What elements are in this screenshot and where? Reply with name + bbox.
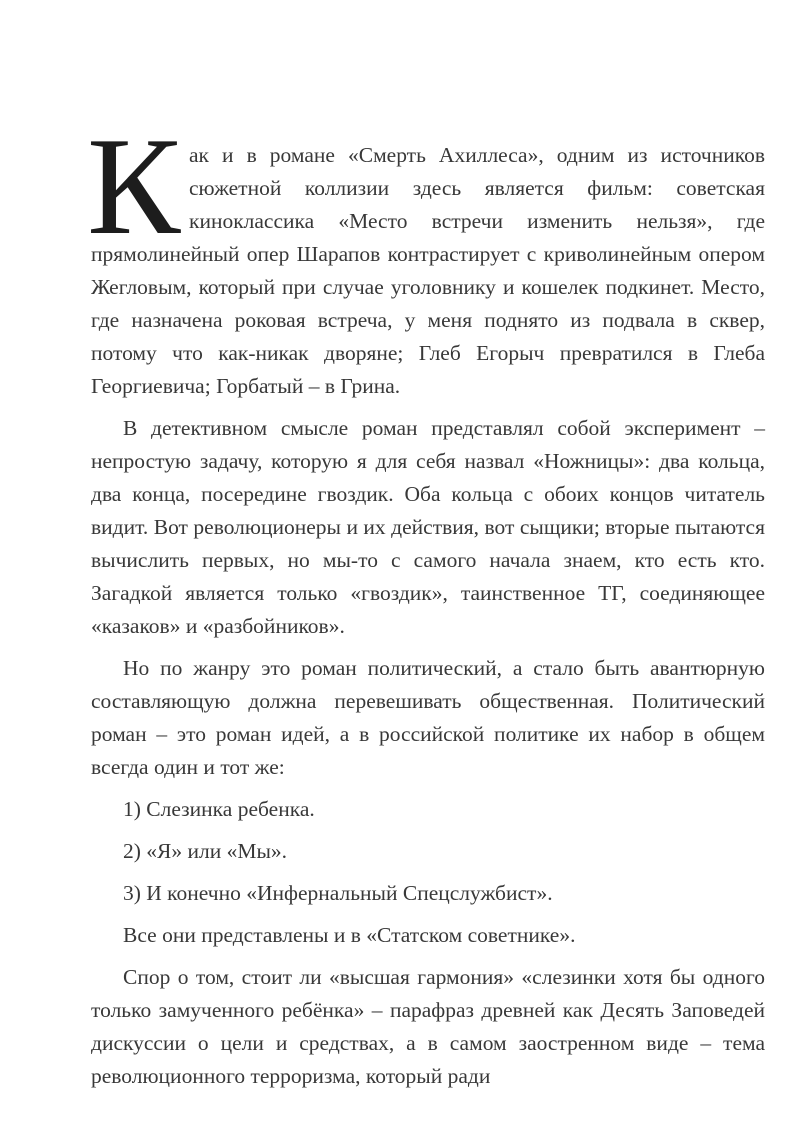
- list-item-1: 1) Слезинка ребенка.: [123, 797, 315, 821]
- drop-cap: [87, 109, 181, 264]
- paragraph-after-list: Все они представлены и в «Статском советнике».: [123, 923, 576, 947]
- list-item-3: 3) И конечно «Инфернальный Спецслужбист».: [123, 881, 553, 905]
- paragraph-political: Но по жанру это роман политический, а стало быть авантюрную составляющую должна перевешивать общественная. Политический роман – это роман идей, а в российской политике их набор в общем всегда один и тот же:: [91, 656, 765, 779]
- drop-cap-letter: К: [87, 109, 181, 264]
- paragraph-closing: Спор о том, стоит ли «высшая гармония» «слезинки хотя бы одного только замученного ребёнка» – парафраз древней как Десять Заповедей дискуссии о цели и средствах, а в самом заостренном виде – тема революционного терроризма, который ради: [91, 965, 765, 1088]
- paragraph-detective: В детективном смысле роман представлял собой эксперимент – непростую задачу, которую я для себя назвал «Ножницы»: два кольца, два конца, посередине гвоздик. Оба кольца с обоих концов читатель видит. Вот революционеры и их действия, вот сыщики; вторые пытаются вычислить первых, но мы-то с самого начала знаем, кто есть кто. Загадкой является только «гвоздик», таинственное ТГ, соединяющее «казаков» и «разбойников».: [91, 416, 765, 638]
- opening-paragraph-text: ак и в романе «Смерть Ахиллеса», одним из источников сюжетной коллизии здесь является фильм: советская киноклассика «Место встречи изменить нельзя», где прямолинейный опер Шарапов контрастирует с криволинейным опером Жегловым, который при случае уголовнику и кошелек подкинет. Место, где назначена роковая встреча, у меня поднято из подвала в сквер, потому что как-никак дворяне; Глеб Егорыч превратился в Глеба Георгиевича; Горбатый – в Грина.: [91, 143, 765, 398]
- opening-paragraph: [87, 109, 765, 403]
- list-item-2: 2) «Я» или «Мы».: [123, 839, 288, 863]
- page-text-block: [87, 109, 765, 1102]
